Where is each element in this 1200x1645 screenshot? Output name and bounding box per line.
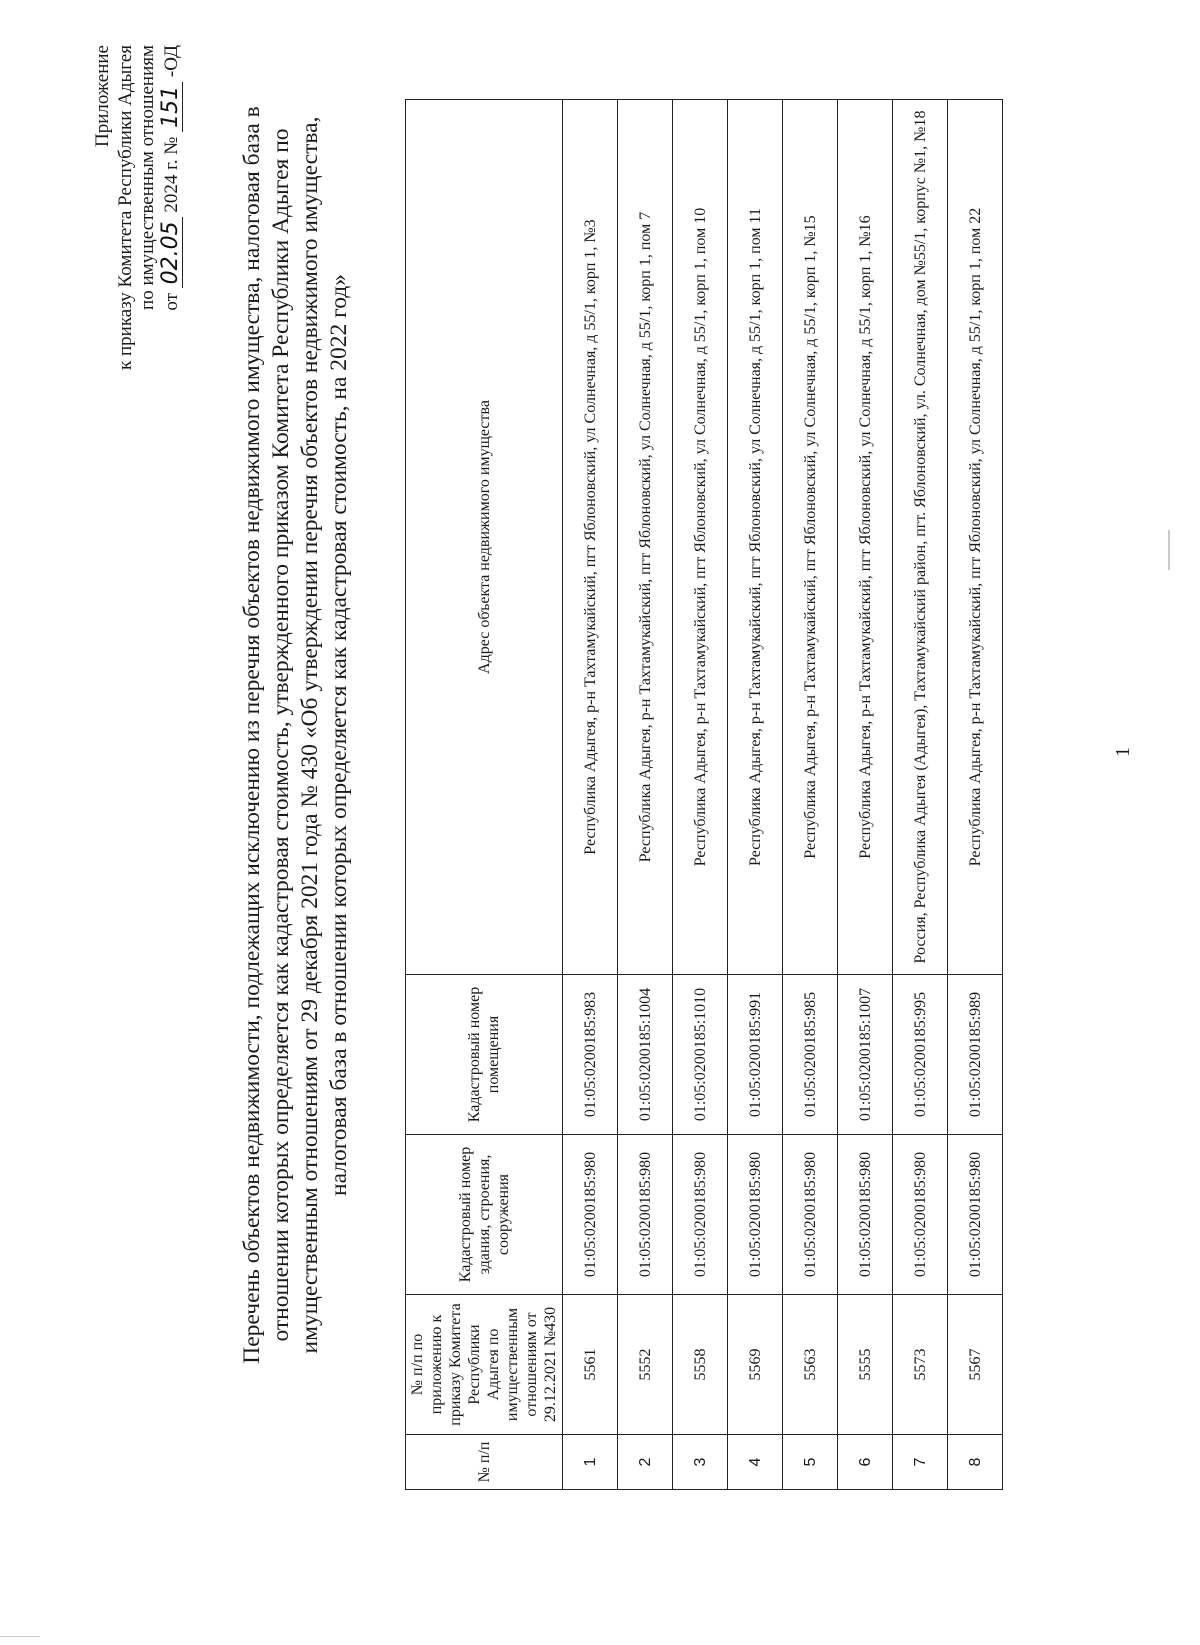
row-room-cadastral: 01:05:0200185:985 xyxy=(783,975,838,1135)
table-row xyxy=(673,100,728,1490)
row-room-cadastral: 01:05:0200185:983 xyxy=(563,975,618,1135)
appendix-header xyxy=(92,45,183,585)
header-address: Адрес объекта недвижимого имущества xyxy=(406,100,563,975)
row-num: 4 xyxy=(728,1435,783,1490)
row-appendix-num: 5567 xyxy=(948,1295,1003,1435)
row-num: 2 xyxy=(618,1435,673,1490)
row-num: 7 xyxy=(893,1435,948,1490)
row-appendix-num: 5561 xyxy=(563,1295,618,1435)
table-row xyxy=(618,100,673,1490)
header-building-cadastral: Кадастровый номер здания, строения, сооружения xyxy=(406,1135,563,1295)
row-num: 8 xyxy=(948,1435,1003,1490)
row-building-cadastral: 01:05:0200185:980 xyxy=(618,1135,673,1295)
table-header-row xyxy=(406,100,563,1490)
row-building-cadastral: 01:05:0200185:980 xyxy=(673,1135,728,1295)
row-appendix-num: 5563 xyxy=(783,1295,838,1435)
document-title: Перечень объектов недвижимости, подлежащих исключению из перечня объектов недвижимого имущества, налоговая база в отношении которых определяется как кадастровая стоимость, утвержденного приказом Комитета Республики Адыгея по имущественным отношениям от 29 декабря 2021 года № 430 «Об утверждении перечня объектов недвижимого имущества, налоговая база в отношении которых определяется как кадастровая стоимость, на 2022 год» xyxy=(239,106,352,1364)
header-appendix-num: № п/п по приложению к приказу Комитета Республики Адыгея по имущественным отношениям от 29.12.2021 №430 xyxy=(406,1295,563,1435)
row-address: Республика Адыгея, р-н Тахтамукайский, пгт Яблоновский, ул Солнечная, д 55/1, корп 1, №16 xyxy=(838,100,893,975)
row-building-cadastral: 01:05:0200185:980 xyxy=(563,1135,618,1295)
header-room-cadastral: Кадастровый номер помещения xyxy=(406,975,563,1135)
row-address: Россия, Республика Адыгея (Адыгея), Тахтамукайский район, пгт. Яблоновский, ул. Солнечная, дом №55/1, корпус №1, №18 xyxy=(893,100,948,975)
row-building-cadastral: 01:05:0200185:980 xyxy=(728,1135,783,1295)
table-row xyxy=(728,100,783,1490)
table-row xyxy=(838,100,893,1490)
row-address: Республика Адыгея, р-н Тахтамукайский, пгт Яблоновский, ул Солнечная, д 55/1, корп 1, пом 22 xyxy=(948,100,1003,975)
date-prefix: от xyxy=(160,293,182,311)
row-appendix-num: 5552 xyxy=(618,1295,673,1435)
row-num: 3 xyxy=(673,1435,728,1490)
handwritten-date: 02.05 xyxy=(160,217,183,288)
table-row xyxy=(893,100,948,1490)
row-address: Республика Адыгея, р-н Тахтамукайский, пгт Яблоновский, ул Солнечная, д 55/1, корп 1, пом 10 xyxy=(673,100,728,975)
row-room-cadastral: 01:05:0200185:1004 xyxy=(618,975,673,1135)
row-address: Республика Адыгея, р-н Тахтамукайский, пгт Яблоновский, ул Солнечная, д 55/1, корп 1, №15 xyxy=(783,100,838,975)
row-num: 6 xyxy=(838,1435,893,1490)
row-address: Республика Адыгея, р-н Тахтамукайский, пгт Яблоновский, ул Солнечная, д 55/1, корп 1, пом 7 xyxy=(618,100,673,975)
row-appendix-num: 5558 xyxy=(673,1295,728,1435)
row-building-cadastral: 01:05:0200185:980 xyxy=(893,1135,948,1295)
row-appendix-num: 5555 xyxy=(838,1295,893,1435)
row-num: 1 xyxy=(563,1435,618,1490)
scan-artifact xyxy=(1168,530,1170,570)
row-building-cadastral: 01:05:0200185:980 xyxy=(948,1135,1003,1295)
year-text: 2024 г. № xyxy=(160,136,182,213)
row-room-cadastral: 01:05:0200185:1010 xyxy=(673,975,728,1135)
row-building-cadastral: 01:05:0200185:980 xyxy=(783,1135,838,1295)
row-num: 5 xyxy=(783,1435,838,1490)
appendix-order-line: к приказу Комитета Республики Адыгея xyxy=(114,45,136,370)
handwritten-order-number: 151 xyxy=(160,82,183,132)
table-row xyxy=(948,100,1003,1490)
table-row xyxy=(783,100,838,1490)
order-suffix: -ОД xyxy=(160,45,182,78)
exclusion-list-table xyxy=(405,99,1003,1490)
scan-artifact xyxy=(0,1636,40,1637)
row-building-cadastral: 01:05:0200185:980 xyxy=(838,1135,893,1295)
row-room-cadastral: 01:05:0200185:989 xyxy=(948,975,1003,1135)
row-room-cadastral: 01:05:0200185:991 xyxy=(728,975,783,1135)
appendix-date-line xyxy=(157,45,184,585)
table-row xyxy=(563,100,618,1490)
appendix-committee-line: по имущественным отношениям xyxy=(137,45,158,310)
row-appendix-num: 5573 xyxy=(893,1295,948,1435)
row-room-cadastral: 01:05:0200185:995 xyxy=(893,975,948,1135)
row-appendix-num: 5569 xyxy=(728,1295,783,1435)
appendix-label: Приложение xyxy=(92,45,113,147)
page-number: 1 xyxy=(1112,747,1134,757)
row-room-cadastral: 01:05:0200185:1007 xyxy=(838,975,893,1135)
row-address: Республика Адыгея, р-н Тахтамукайский, пгт Яблоновский, ул Солнечная, д 55/1, корп 1, №3 xyxy=(563,100,618,975)
header-num: № п/п xyxy=(406,1435,563,1490)
row-address: Республика Адыгея, р-н Тахтамукайский, пгт Яблоновский, ул Солнечная, д 55/1, корп 1, пом 11 xyxy=(728,100,783,975)
